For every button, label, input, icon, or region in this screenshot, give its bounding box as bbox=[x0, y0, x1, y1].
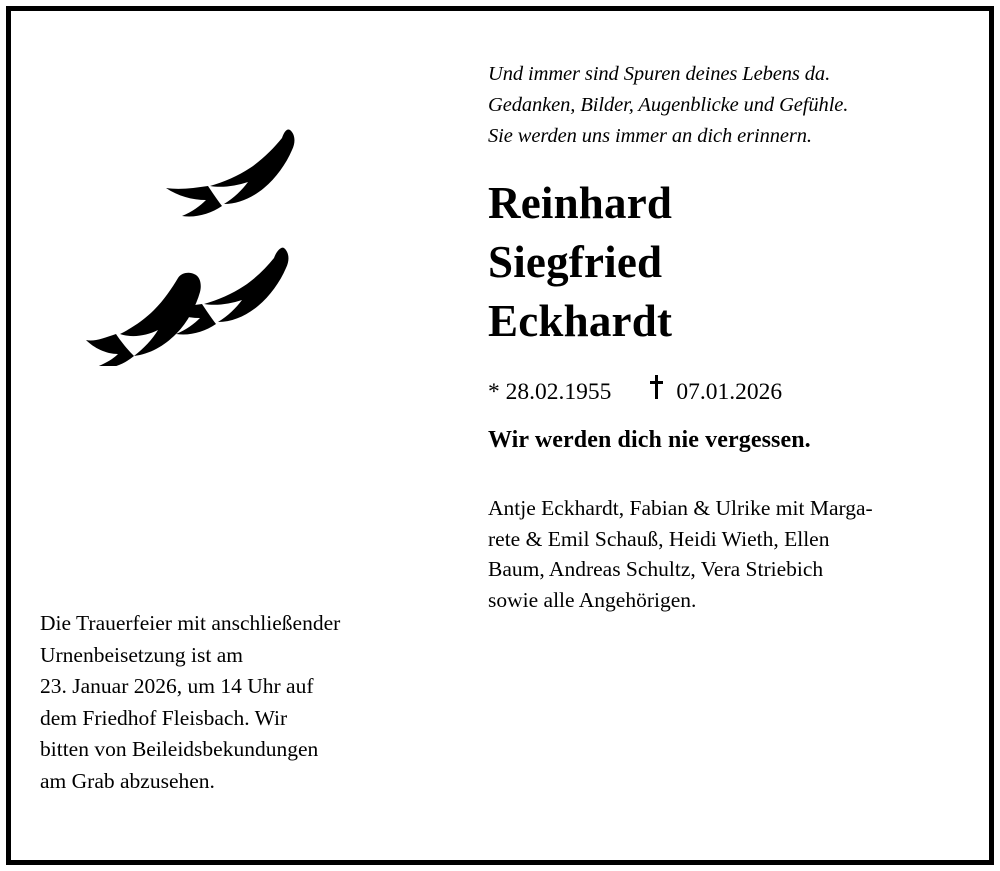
mourners-line-3: Baum, Andreas Schultz, Vera Striebich bbox=[488, 557, 824, 581]
funeral-line-2: Urnenbeisetzung ist am bbox=[40, 642, 244, 667]
name-line-first: Reinhard bbox=[488, 178, 673, 228]
mourners-line-2: rete & Emil Schauß, Heidi Wieth, Ellen bbox=[488, 526, 830, 551]
verse-line-3: Sie werden uns immer an dich erinnern. bbox=[488, 125, 812, 147]
farewell-message: Wir werden dich nie vergessen. bbox=[488, 427, 811, 453]
verse-line-2: Gedanken, Bilder, Augenblicke und Gefühle. bbox=[488, 94, 849, 116]
name-line-middle: Siegfried bbox=[488, 237, 663, 287]
funeral-line-3: 23. Januar 2026, um 14 Uhr auf bbox=[40, 674, 314, 698]
mourners-line-1: Antje Eckhardt, Fabian & Ulrike mit Marga- bbox=[488, 496, 873, 520]
flying-birds-illustration bbox=[86, 126, 366, 366]
verse-block bbox=[488, 59, 958, 152]
funeral-line-1: Die Trauerfeier mit anschließender bbox=[40, 611, 341, 635]
death-date: 07.01.2026 bbox=[676, 379, 783, 405]
life-dates bbox=[488, 375, 958, 407]
mourners-line-4: sowie alle Angehörigen. bbox=[488, 587, 697, 612]
notice-inner bbox=[11, 11, 989, 860]
obituary-text-column bbox=[488, 59, 958, 615]
cross-icon bbox=[649, 375, 663, 399]
funeral-details bbox=[40, 608, 450, 797]
funeral-line-5: bitten von Beileidsbekundungen bbox=[40, 737, 319, 761]
funeral-line-6: am Grab abzusehen. bbox=[40, 768, 215, 793]
name-line-last: Eckhardt bbox=[488, 296, 673, 346]
funeral-line-4: dem Friedhof Fleisbach. Wir bbox=[40, 705, 288, 730]
birth-date: * 28.02.1955 bbox=[488, 379, 612, 405]
deceased-name bbox=[488, 174, 958, 351]
mourners-block bbox=[488, 493, 940, 615]
verse-line-1: Und immer sind Spuren deines Lebens da. bbox=[488, 63, 831, 85]
